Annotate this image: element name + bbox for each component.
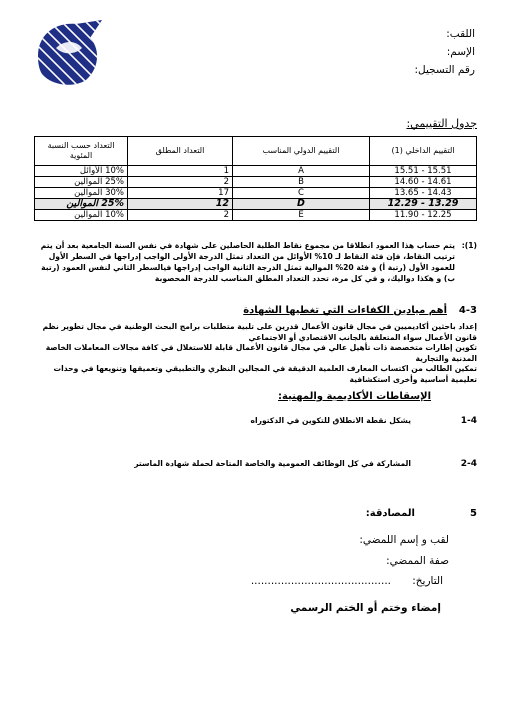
section-title: المصادقة:: [365, 508, 415, 519]
column-header-internal: التقييم الداخلي (1): [370, 137, 477, 166]
footnote-text: يتم حساب هذا العمود انطلاقا من مجموع نقاط الطلبة الحاصلين على شهادة في نفس السنة الجامعية بعد أن يتم ترتيب النقاط، فإن فئة النقاط لـ 10% الأوائل من التعداد تمثل الدرجة الأولى الواجب إدراجها في السطر الأول للعمود الأول (رتبة أ) و فئة 20% الموالية تمثل الدرجة الثانية الواجب إدراجها فيالسطر الثاني لنفس العمود (رتبة ب) و هكذا دواليك، و في كل مرة، تحدد التعداد المطلق المناسب للدرجة المحصوبة: [40, 241, 455, 283]
outlet-text: يشكل نقطة الانطلاق للتكوين في الدكتوراه: [250, 416, 411, 425]
international-grade-cell: A: [233, 166, 370, 177]
table-row: [35, 177, 477, 188]
internal-grade-cell: 14.61 - 14.60: [370, 177, 477, 188]
signer-capacity-label: صفة الممضي:: [386, 555, 449, 567]
table-header-row: [35, 137, 477, 166]
table-row: [35, 188, 477, 199]
absolute-count-cell: 17: [128, 188, 233, 199]
absolute-count-cell: 12: [128, 199, 233, 210]
internal-grade-cell: 15.51 - 15.51: [370, 166, 477, 177]
section-4-3-heading: [31, 305, 477, 316]
column-header-percent-count: التعداد حسب النسبة المئوية: [35, 137, 128, 166]
internal-grade-cell: 14.43 - 13.65: [370, 188, 477, 199]
outlet-item: [37, 416, 477, 425]
column-header-absolute-count: التعداد المطلق: [128, 137, 233, 166]
competencies-paragraph: إعداد باحثين أكاديميين في مجال قانون الأعمال قدرين على تلبية متطلبات برامج البحث الوطنية في مجال تطوير نظم قانون الأعمال سواء المتعلقة بالجانب الاقتصادي أو الاجتماعي تكوين إطارات متخصصة ذات تأهيل عالي في مجال قانون الأعمال قابلة للاستغلال في كافة مجالات المعاملات الخاصة المدنية والتجارية تمكين الطالب من اكتساب المعارف العلمية الدقيقة في المجالين النظري والتطبيقي وتعميقها وتنويعها في وحدات تعليمية أساسية وأخرى استكشافية: [42, 322, 477, 384]
international-grade-cell: B: [233, 177, 370, 188]
institution-logo: [30, 18, 108, 88]
absolute-count-cell: 2: [128, 210, 233, 221]
absolute-count-cell: 1: [128, 166, 233, 177]
section-number: 4-3: [458, 305, 477, 316]
table-row: [35, 210, 477, 221]
international-grade-cell: D: [233, 199, 370, 210]
outlets-heading: الإسقاطات الأكاديمية والمهنية:: [278, 391, 431, 402]
absolute-count-cell: 2: [128, 177, 233, 188]
international-grade-cell: C: [233, 188, 370, 199]
grading-table-title: جدول التقييمي:: [406, 117, 477, 130]
percent-cell: 10% الموالين: [35, 210, 128, 221]
outlet-number: 2-4: [460, 459, 477, 469]
percent-cell: 25% الموالين: [35, 199, 128, 210]
section-5-heading: [31, 508, 477, 519]
date-field-dots: ..........................................: [250, 575, 391, 587]
table-footnote: [37, 240, 477, 284]
date-label: التاريخ:: [412, 575, 443, 587]
outlet-item: [37, 459, 477, 468]
signer-name-label: لقب و إسم اللمضي:: [359, 534, 449, 546]
percent-cell: 25% الموالين: [35, 177, 128, 188]
percent-cell: 10% الأوائل: [35, 166, 128, 177]
grading-table: [34, 136, 477, 221]
footnote-number: (1):: [461, 241, 477, 250]
outlet-number: 1-4: [460, 416, 477, 426]
section-title: أهم ميادين الكفاءات التي تغطيها الشهادة: [243, 305, 447, 316]
outlet-text: المشاركة في كل الوظائف العمومية والخاصة المتاحة لحملة شهادة الماستر: [134, 459, 411, 468]
name-label: الإسم:: [446, 46, 475, 58]
internal-grade-cell: 12.25 - 11.90: [370, 210, 477, 221]
table-row: [35, 166, 477, 177]
signature-stamp-label: إمضاء وختم أو الختم الرسمي: [290, 602, 441, 614]
section-number: 5: [470, 508, 477, 519]
surname-label: اللقب:: [446, 28, 475, 40]
registration-number-label: رقم التسجيل:: [414, 64, 475, 76]
international-grade-cell: E: [233, 210, 370, 221]
column-header-international: التقييم الدولي المناسب: [233, 137, 370, 166]
internal-grade-cell: 13.29 - 12.29: [370, 199, 477, 210]
table-row-highlighted: [35, 199, 477, 210]
percent-cell: 30% الموالين: [35, 188, 128, 199]
